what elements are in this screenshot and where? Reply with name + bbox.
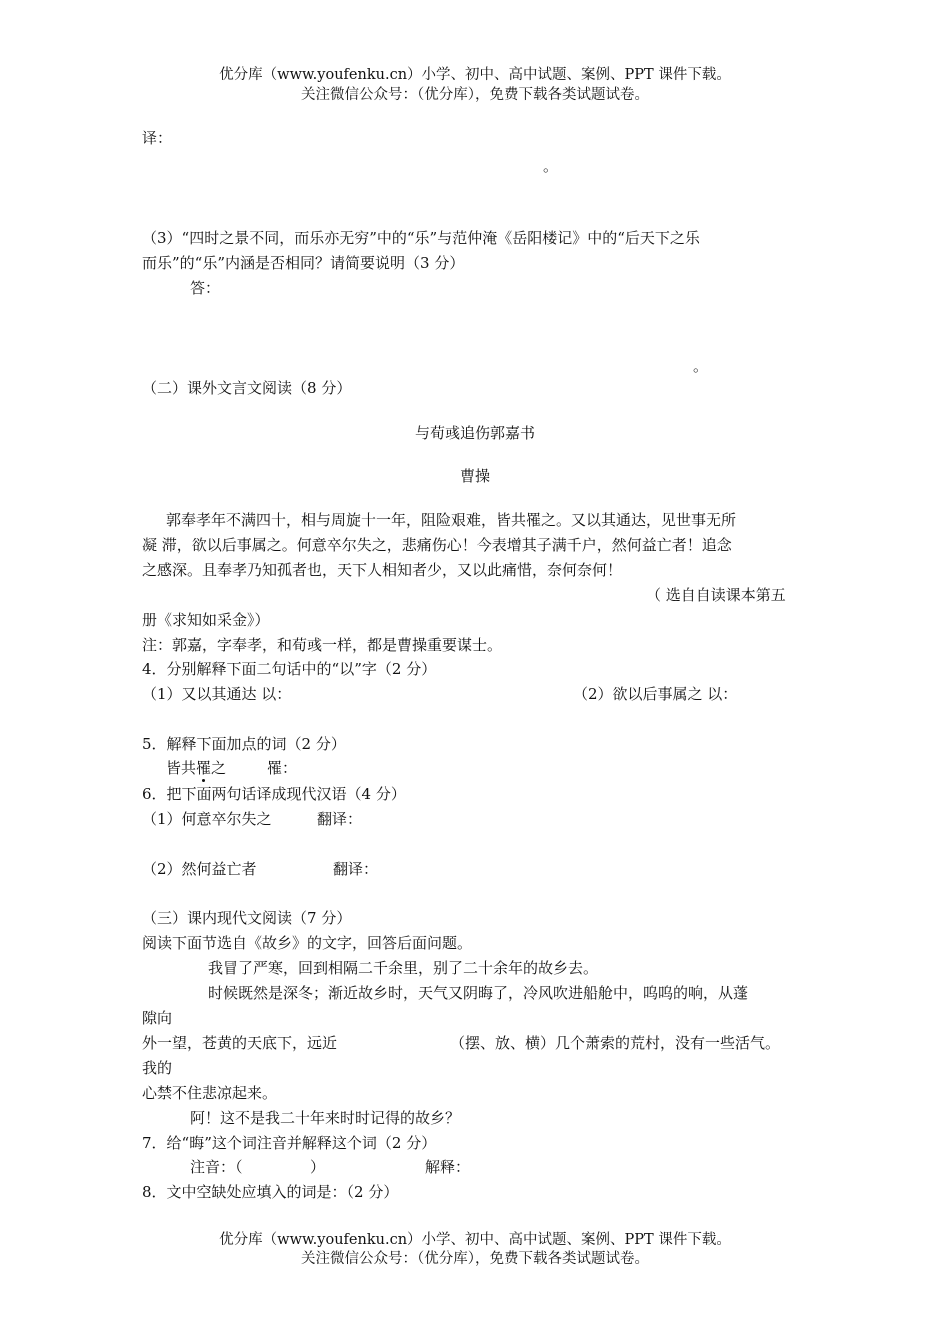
passage-line-2: 凝 滞，欲以后事属之。何意卒尔失之，悲痛伤心！今表增其子满千户，然何益亡者！追念 <box>142 536 732 554</box>
excerpt-paragraph-2-line-1: 时候既然是深冬；渐近故乡时，天气又阴晦了，冷风吹进船舱中，呜呜的响，从蓬 <box>208 984 749 1002</box>
source-line-2: 册《求知如采金》） <box>142 611 270 629</box>
question-7: 7．给“晦”这个词注音并解释这个词（2 分） <box>142 1134 437 1152</box>
footer-line-2: 关注微信公众号：（优分库），免费下载各类试题试卷。 <box>301 1251 649 1267</box>
question-6-2-label: 翻译： <box>333 860 379 878</box>
section-3-heading: （三）课内现代文阅读（7 分） <box>142 909 352 927</box>
excerpt-paragraph-2-line-4: 我的 <box>142 1059 173 1077</box>
excerpt-paragraph-3: 阿！这不是我二十年来时时记得的故乡？ <box>190 1109 461 1127</box>
question-6: 6．把下面两句话译成现代汉语（4 分） <box>142 785 406 803</box>
question-4-2: （2）欲以后事属之 以： <box>573 685 738 703</box>
question-5: 5．解释下面加点的词（2 分） <box>142 735 346 753</box>
answer-label: 答： <box>190 279 221 297</box>
question-3-line-1: （3）“四时之景不同，而乐亦无穷”中的“乐”与范仲淹《岳阳楼记》中的“后天下之乐 <box>142 229 700 247</box>
translate-label: 译： <box>142 129 173 147</box>
question-7-pinyin-label: 注音：（ <box>190 1158 243 1176</box>
excerpt-paragraph-1: 我冒了严寒，回到相隔二千余里，别了二十余年的故乡去。 <box>208 959 599 977</box>
question-6-2: （2）然何益亡者 <box>142 860 257 878</box>
passage-title: 与荀彧追伤郭嘉书 <box>414 424 535 442</box>
question-8: 8．文中空缺处应填入的词是：（2 分） <box>142 1183 399 1201</box>
passage-line-3: 之感深。且奉孝乃知孤者也，天下人相知者少，又以此痛惜，奈何奈何！ <box>142 561 623 579</box>
question-6-1-label: 翻译： <box>317 810 363 828</box>
header-line-2: 关注微信公众号：（优分库），免费下载各类试题试卷。 <box>301 87 649 103</box>
source-line-1: （ 选自自读课本第五 <box>646 586 786 604</box>
excerpt-paragraph-2-line-2: 隙向 <box>142 1009 173 1027</box>
emphasis-dot-word: 罹 <box>196 759 212 777</box>
question-4-1: （1）又以其通达 以： <box>142 685 292 703</box>
section-3-intro: 阅读下面节选自《故乡》的文字，回答后面问题。 <box>142 934 473 952</box>
excerpt-paragraph-2-line-3b: （摆、放、横）几个萧索的荒村，没有一些活气。 <box>450 1034 781 1052</box>
section-2-heading: （二）课外文言文阅读（8 分） <box>142 379 352 397</box>
question-4: 4．分别解释下面二句话中的“以”字（2 分） <box>142 660 437 678</box>
question-5-label: 罹： <box>267 759 298 777</box>
question-6-1: （1）何意卒尔失之 <box>142 810 272 828</box>
question-5-phrase: 皆共罹之 <box>166 759 227 777</box>
question-7-explain-label: 解释： <box>425 1158 471 1176</box>
passage-line-1: 郭奉孝年不满四十，相与周旋十一年，阻险艰难，皆共罹之。又以其通达，见世事无所 <box>166 511 737 529</box>
excerpt-paragraph-2-line-3a: 外一望，苍黄的天底下，远近 <box>142 1034 338 1052</box>
excerpt-paragraph-2-line-5: 心禁不住悲凉起来。 <box>142 1084 278 1102</box>
passage-note: 注：郭嘉，字奉孝，和荀彧一样，都是曹操重要谋士。 <box>142 636 503 654</box>
header-line-1: 优分库（www.youfenku.cn）小学、初中、高中试题、案例、PPT 课件下载。 <box>219 67 731 83</box>
question-7-pinyin-close: ） <box>310 1158 326 1176</box>
question-3-line-2: 而乐”的“乐”内涵是否相同？请简要说明（3 分） <box>142 254 465 272</box>
period-mark: 。 <box>543 157 559 175</box>
passage-author: 曹操 <box>459 467 490 485</box>
footer-line-1: 优分库（www.youfenku.cn）小学、初中、高中试题、案例、PPT 课件下载。 <box>219 1232 731 1248</box>
period-mark: 。 <box>693 357 709 375</box>
